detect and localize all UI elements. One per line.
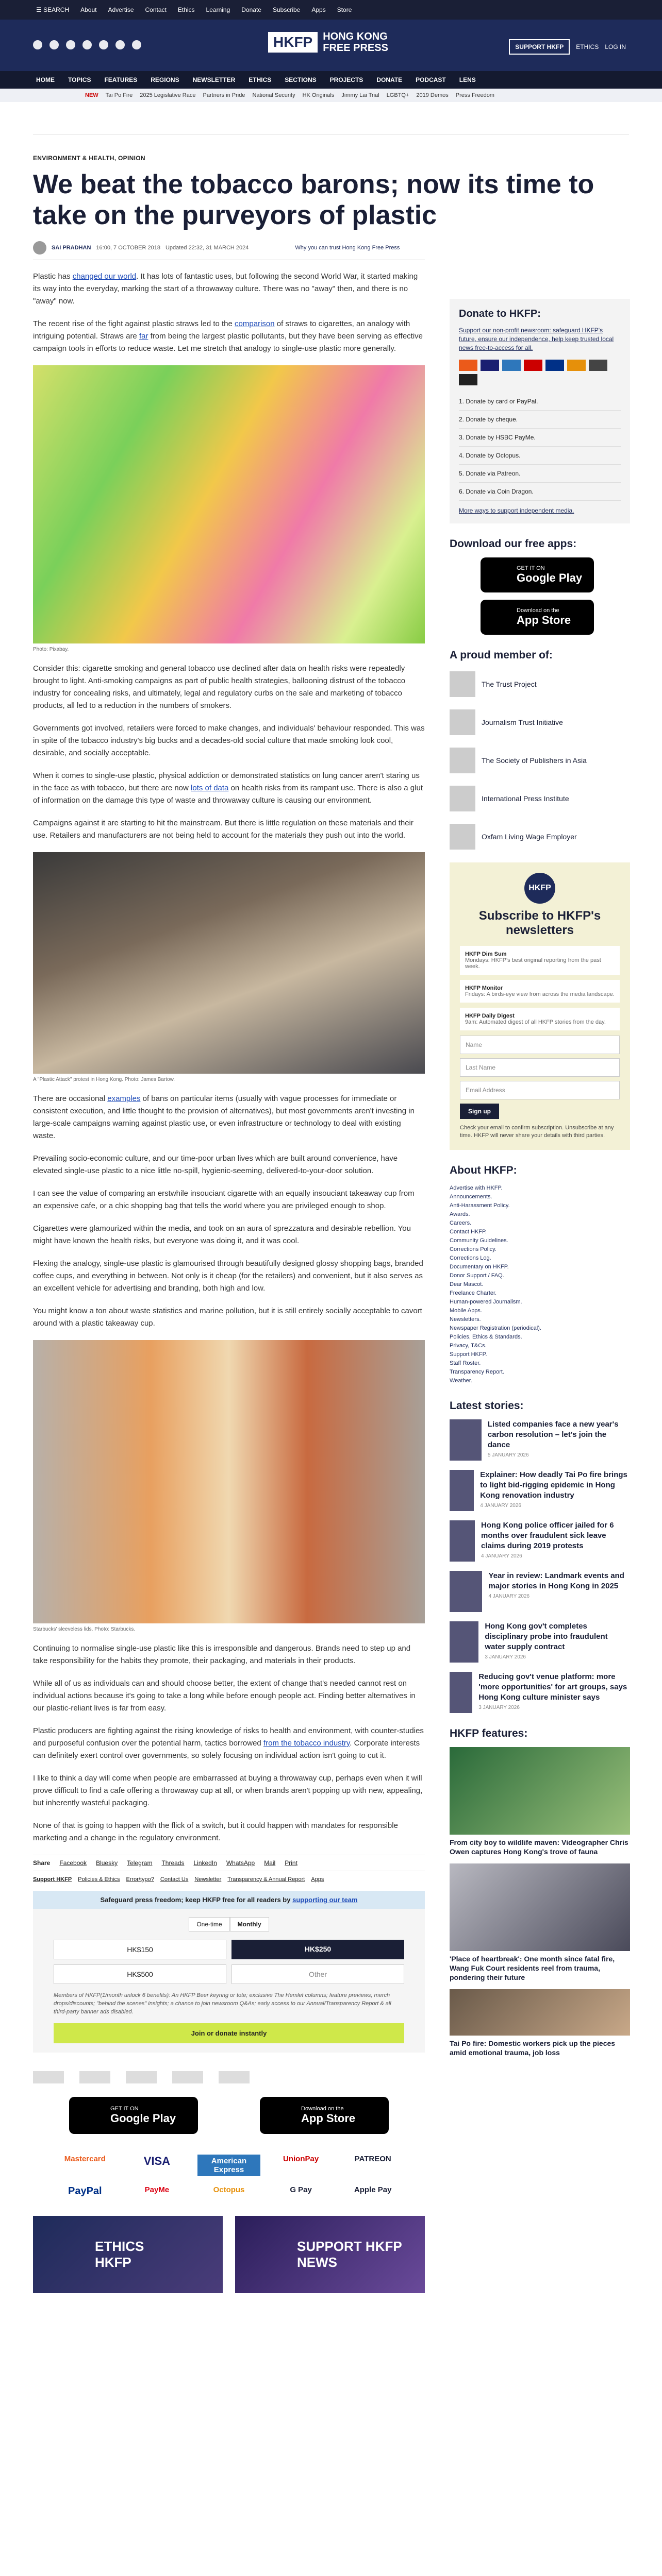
sidebar — [450, 299, 630, 2057]
about-link[interactable]: Transparency Report. — [450, 1369, 504, 1375]
text: of bans on particular items (usually with vague processes for immediate or consistent execution, and little thought to the provision of alternatives), but most governments aren't investing in large-scale campaigns warning against plastic use, or even infrastructure or technology to deal with existing waste. — [33, 1094, 415, 1140]
story-title: Explainer: How deadly Tai Po fire brings to light bid-rigging epidemic in Hong Kong renovation industry — [480, 1470, 627, 1500]
card-icon — [567, 360, 586, 371]
donate-more-link[interactable]: More ways to support independent media. — [459, 507, 574, 514]
banner-line: NEWS — [297, 2255, 337, 2270]
story-date: 4 JANUARY 2026 — [488, 1594, 530, 1599]
paragraph: I like to think a day will come when people are embarrassed at buying a throwaway cup, perhaps even when it will prove difficult to find a cafe offering a throwaway cup at all, or when brands aren't popping up with new, appealing, but inherently wasteful packaging. — [33, 1774, 423, 1807]
story-date: 5 JANUARY 2026 — [487, 1452, 529, 1458]
member-item[interactable] — [450, 821, 630, 852]
inline-link[interactable]: comparison — [235, 319, 275, 328]
option-name: HKFP Dim Sum — [465, 951, 507, 957]
nav-lens[interactable]: LENS — [459, 76, 476, 83]
paragraph: Cigarettes were glamourized within the media, and took on an aura of sprezzatura and desirable rebellion. You might have known the health risks, but everyone was doing it, and it was cool. — [33, 1224, 411, 1245]
card-icon — [459, 374, 477, 385]
top-link-subscribe[interactable]: Subscribe — [272, 6, 301, 13]
about-link[interactable]: Donor Support / FAQ. — [450, 1273, 504, 1279]
protest-photo — [33, 852, 425, 1074]
feature-image — [450, 1863, 630, 1951]
badge-big: App Store — [301, 2112, 356, 2125]
feature-story[interactable] — [450, 1863, 630, 1982]
text: on health risks from its rampant use. There is also a glut of information on the damage this type of waste and throwaway culture is causing our environment. — [33, 784, 423, 805]
logo-line-2: FREE PRESS — [323, 42, 388, 54]
banner-line: HKFP — [95, 2255, 131, 2270]
about-link[interactable]: Mobile Apps. — [450, 1308, 482, 1314]
footer-link[interactable]: Policies & Ethics — [78, 1876, 120, 1883]
about-link[interactable]: Policies, Ethics & Standards. — [450, 1334, 522, 1340]
donate-banner-link[interactable]: supporting our team — [292, 1896, 358, 1904]
mastercard-logo: Mastercard — [64, 2155, 106, 2163]
jti-icon — [450, 709, 475, 735]
feature-story[interactable] — [450, 1747, 630, 1856]
features-title: HKFP features: — [450, 1727, 528, 1739]
header-actions — [509, 39, 626, 55]
share-mail[interactable]: Mail — [264, 1859, 276, 1867]
about-list — [450, 1184, 630, 1385]
badge-small: Download on the — [301, 2106, 344, 2112]
member-name: The Society of Publishers in Asia — [482, 756, 587, 765]
search-button[interactable]: ☰ SEARCH — [36, 6, 70, 13]
nav-features[interactable]: FEATURES — [104, 76, 138, 83]
card-icon — [481, 360, 499, 371]
share-label: Share — [33, 1859, 51, 1867]
text: from being the largest plastic pollutants, but they have been serving as effective campaign tools in efforts to reduce waste. Let me stretch that analogy to single-use plastic more generally. — [33, 332, 423, 353]
latest-story[interactable] — [450, 1621, 630, 1663]
paragraph — [33, 270, 425, 308]
share-bluesky[interactable]: Bluesky — [96, 1859, 118, 1867]
footer-link[interactable]: Contact Us — [160, 1876, 189, 1883]
card-icon — [524, 360, 542, 371]
member-name: Oxfam Living Wage Employer — [482, 833, 577, 841]
inline-link[interactable]: examples — [107, 1094, 141, 1103]
newsletter-box — [450, 862, 630, 1150]
trending-item[interactable]: HK Originals — [302, 92, 335, 98]
paragraph: Continuing to normalise single-use plastic like this is irresponsible and dangerous. Brands need to step up and take responsibility for the habits they promote, their packaging, and materials in their products. — [33, 1644, 411, 1665]
logo-line-1: HONG KONG — [323, 31, 388, 42]
newsletter-option[interactable] — [460, 980, 620, 1003]
paragraph: Prevailing socio-economic culture, and our time-poor urban lives which are built around convenience, have elevated single-use plastic to a nice little no-spill, hygienic-seeming, delivered-to-your-door solution. — [33, 1154, 398, 1175]
top-link-advertise[interactable]: Advertise — [108, 6, 134, 13]
photo-caption: A "Plastic Attack" protest in Hong Kong. Photo: James Bartow. — [33, 1077, 175, 1082]
paypal-logo: PayPal — [68, 2185, 102, 2197]
about-link[interactable]: Careers. — [450, 1220, 472, 1226]
ethics-banner[interactable] — [33, 2216, 223, 2293]
inline-link[interactable]: lots of data — [191, 784, 229, 792]
latest-story[interactable] — [450, 1520, 630, 1562]
story-thumbnail — [450, 1621, 478, 1663]
latest-story[interactable] — [450, 1470, 630, 1511]
footer-link[interactable]: Transparency & Annual Report — [227, 1876, 305, 1883]
banner-line: ETHICS — [95, 2239, 144, 2254]
about-link[interactable]: Corrections Log. — [450, 1255, 491, 1261]
story-thumbnail — [450, 1520, 475, 1562]
ipi-logo — [172, 2071, 203, 2083]
footer-links — [33, 1876, 425, 1883]
hkfp-badge: HKFP — [524, 873, 555, 904]
donate-banner — [33, 1891, 425, 1909]
paragraph: I can see the value of comparing an erstwhile insouciant cigarette with an equally insouciant takeaway cup from an expensive cafe, or a chic shopping bag that tells the world where you are privileged enough to shop. — [33, 1189, 415, 1210]
story-text — [480, 1470, 630, 1511]
badge-small: GET IT ON — [517, 565, 545, 571]
feature-image — [450, 1989, 630, 2036]
donate-panel — [450, 299, 630, 523]
footer-link[interactable]: Support HKFP — [33, 1876, 72, 1883]
card-icon — [502, 360, 521, 371]
text: When it comes to single-use plastic, physical addiction or demonstrated statistics on lung cancer aren't staring us in the face as with tobacco, but there are now — [33, 771, 420, 792]
rss-icon[interactable] — [132, 40, 141, 49]
footer-app-store-button[interactable] — [260, 2097, 389, 2134]
latest-story[interactable] — [450, 1672, 630, 1713]
member-item[interactable] — [450, 669, 630, 700]
bluesky-icon[interactable] — [49, 40, 59, 49]
nav-ethics[interactable]: ETHICS — [249, 76, 272, 83]
feature-image — [450, 1747, 630, 1835]
sopa-icon — [450, 748, 475, 773]
card-icon — [545, 360, 564, 371]
badge-big: Google Play — [517, 571, 583, 584]
trending-label: NEW — [85, 92, 98, 98]
member-item[interactable] — [450, 783, 630, 814]
tab-monthly[interactable]: Monthly — [230, 1917, 269, 1931]
amount-option[interactable]: HK$150 — [54, 1940, 226, 1959]
text: . It has lots of fantastic uses, but following the second World War, it started making its way into the everyday, marking the start of a throwaway culture. There was no "away" then, and there is no "away" now. — [33, 272, 418, 306]
trending-item[interactable]: 2019 Demos — [416, 92, 449, 98]
option-name: HKFP Daily Digest — [465, 1013, 515, 1019]
paragraph — [33, 770, 425, 807]
story-text — [488, 1419, 630, 1461]
logo-text — [323, 31, 388, 54]
banner-line: SUPPORT HKFP — [297, 2239, 402, 2254]
article-category[interactable]: ENVIRONMENT & HEALTH, OPINION — [33, 155, 145, 162]
trending-item[interactable]: Press Freedom — [455, 92, 494, 98]
story-date: 3 JANUARY 2026 — [485, 1654, 526, 1660]
top-menu — [36, 6, 352, 13]
donate-text[interactable]: Support our non-profit newsroom: safeguard HKFP's future, ensure our independence, help keep trusted local news free-to-access for all. — [459, 327, 614, 351]
about-link[interactable]: Advertise with HKFP. — [450, 1185, 503, 1191]
about-link[interactable]: Human-powered Journalism. — [450, 1299, 522, 1305]
text: Safeguard press freedom; keep HKFP free for all readers by — [100, 1896, 293, 1904]
share-bar — [33, 1855, 425, 1871]
share-facebook[interactable]: Facebook — [59, 1859, 87, 1867]
trending-bar — [0, 89, 662, 102]
threads-icon[interactable] — [82, 40, 92, 49]
about-link[interactable]: Weather. — [450, 1378, 472, 1384]
top-link-learning[interactable]: Learning — [206, 6, 230, 13]
main-nav — [0, 71, 662, 89]
story-thumbnail — [450, 1672, 472, 1713]
footer-link[interactable]: Apps — [311, 1876, 324, 1883]
card-icon — [589, 360, 607, 371]
top-link-store[interactable]: Store — [337, 6, 352, 13]
paragraph: You might know a ton about waste statistics and marine pollution, but it is still entirely socially acceptable to cavort around with a plastic takeaway cup. — [33, 1307, 422, 1328]
author-avatar — [33, 241, 46, 255]
instagram-icon[interactable] — [66, 40, 75, 49]
story-date: 4 JANUARY 2026 — [480, 1503, 521, 1509]
about-link[interactable]: Newsletters. — [450, 1316, 481, 1323]
logo-mark: HKFP — [268, 32, 318, 53]
top-link-donate[interactable]: Donate — [241, 6, 261, 13]
app-store-button[interactable] — [481, 600, 594, 635]
latest-story[interactable] — [450, 1419, 630, 1461]
feature-title: From city boy to wildlife maven: Videographer Chris Owen captures Hong Kong's trove of fauna — [450, 1838, 628, 1856]
badge-small: GET IT ON — [110, 2106, 139, 2112]
google-play-button[interactable] — [481, 557, 594, 592]
about-link[interactable]: Privacy, T&Cs. — [450, 1343, 487, 1349]
amount-other[interactable]: Other — [231, 1964, 404, 1984]
author-name[interactable]: SAI PRADHAN — [52, 245, 91, 251]
donate-widget — [33, 1891, 425, 2053]
latest-title: Latest stories: — [450, 1400, 524, 1412]
top-link-contact[interactable]: Contact — [145, 6, 167, 13]
trending-item[interactable]: National Security — [252, 92, 295, 98]
story-title: Hong Kong police officer jailed for 6 months over fraudulent sick leave claims during 2019 protests — [481, 1521, 614, 1550]
updated-date: Updated 22:32, 31 MARCH 2024 — [165, 245, 249, 251]
story-title: Reducing gov't venue platform: more 'more opportunities' for art groups, says Hong Kong culture minister says — [478, 1672, 627, 1702]
social-icons — [33, 40, 141, 49]
about-link[interactable]: Documentary on HKFP. — [450, 1264, 509, 1270]
about-title: About HKFP: — [450, 1164, 517, 1176]
donate-step[interactable]: 2. Donate by cheque. — [459, 411, 621, 429]
share-telegram[interactable]: Telegram — [127, 1859, 153, 1867]
about-link[interactable]: Support HKFP. — [450, 1351, 487, 1358]
nav-regions[interactable]: REGIONS — [151, 76, 179, 83]
text: . Corporate interests can definitely exert control over governments, so solely focusing on individual action isn't going to cut it. — [33, 1739, 420, 1760]
top-link-apps[interactable]: Apps — [311, 6, 326, 13]
latest-story[interactable] — [450, 1571, 630, 1612]
option-name: HKFP Monitor — [465, 985, 503, 991]
join-button[interactable]: Join or donate instantly — [54, 2023, 404, 2043]
member-name: International Press Institute — [482, 794, 569, 803]
nav-sections[interactable]: SECTIONS — [285, 76, 317, 83]
about-link[interactable]: Awards. — [450, 1211, 470, 1217]
share-threads[interactable]: Threads — [161, 1859, 185, 1867]
donate-step[interactable]: 5. Donate via Patreon. — [459, 465, 621, 483]
byline — [33, 241, 425, 255]
nav-podcast[interactable]: PODCAST — [416, 76, 446, 83]
card-icon — [459, 360, 477, 371]
text: of straws to cigarettes, an analogy with intriguing potential. Straws are — [33, 319, 410, 341]
story-text — [481, 1520, 630, 1562]
support-hkfp-button[interactable]: SUPPORT HKFP — [509, 39, 570, 55]
donate-step[interactable]: 1. Donate by card or PayPal. — [459, 393, 621, 411]
amount-option[interactable]: HK$500 — [54, 1964, 226, 1984]
paragraph — [33, 1093, 425, 1142]
story-text — [488, 1571, 630, 1612]
donate-tabs — [33, 1917, 425, 1931]
card-logos — [459, 360, 621, 385]
feature-title: 'Place of heartbreak': One month since fatal fire, Wang Fuk Court residents reel from trauma, pondering their future — [450, 1955, 615, 1981]
paragraph — [33, 318, 425, 355]
donate-step[interactable]: 3. Donate by HSBC PayMe. — [459, 429, 621, 447]
ad-divider — [33, 134, 629, 147]
payme-logo: PayMe — [144, 2185, 170, 2194]
story-title: Year in review: Landmark events and major stories in Hong Kong in 2025 — [488, 1571, 624, 1590]
search-label: SEARCH — [43, 6, 70, 13]
member-name: Journalism Trust Initiative — [482, 718, 563, 726]
about-link[interactable]: Contact HKFP. — [450, 1229, 487, 1235]
facebook-icon[interactable] — [33, 40, 42, 49]
amount-option[interactable]: HK$250 — [231, 1940, 404, 1959]
starbucks-photo — [33, 1340, 425, 1623]
about-link[interactable]: Announcements. — [450, 1194, 492, 1200]
trust-project-icon — [450, 671, 475, 697]
photo-caption: Starbucks' sleeveless lids. Photo: Starbucks. — [33, 1626, 136, 1632]
donate-title: Donate to HKFP: — [459, 308, 541, 319]
footer-link[interactable]: Error/typo? — [126, 1876, 154, 1883]
ethics-link[interactable]: ETHICS — [576, 43, 599, 50]
top-link-about[interactable]: About — [80, 6, 97, 13]
octopus-logo: Octopus — [213, 2185, 245, 2194]
visa-logo: VISA — [143, 2155, 171, 2167]
email-field[interactable]: Email Address — [460, 1081, 620, 1099]
paragraph: Campaigns against it are starting to hit the mainstream. But there is little regulation on these materials and their use. Retailers and manufacturers are not being held to account for the materials they push out into the world. — [33, 819, 413, 840]
living-wage-icon — [450, 824, 475, 850]
apps-title: Download our free apps: — [450, 538, 577, 550]
option-desc: Fridays: A birds-eye view from across the media landscape. — [465, 991, 615, 997]
story-thumbnail — [450, 1470, 474, 1511]
about-link[interactable]: Staff Roster. — [450, 1360, 481, 1366]
top-bar — [0, 0, 662, 20]
ipi-icon — [450, 786, 475, 811]
inline-link[interactable]: far — [139, 332, 148, 341]
trending-item[interactable]: Partners in Pride — [203, 92, 245, 98]
member-item[interactable] — [450, 745, 630, 776]
about-link[interactable]: Freelance Charter. — [450, 1290, 497, 1296]
footer-badges — [33, 2071, 425, 2083]
support-banner[interactable] — [235, 2216, 425, 2293]
member-title: A proud member of: — [450, 649, 553, 661]
trust-project-logo — [33, 2071, 64, 2083]
footer-link[interactable]: Newsletter — [194, 1876, 222, 1883]
amex-logo: American Express — [197, 2155, 260, 2176]
feature-title: Tai Po fire: Domestic workers pick up the pieces amid emotional trauma, job loss — [450, 2039, 616, 2057]
text: Plastic producers are fighting against the rising knowledge of risks to health and environment, with counter-studies and purposeful confusion over the potential harm, tactics borrowed — [33, 1726, 424, 1748]
inline-link[interactable]: changed our world — [72, 272, 137, 281]
paragraph: Governments got involved, retailers were forced to make changes, and individuals' behaviour responded. This was in spite of the tobacco industry's big bucks and a decades-old social culture that made smoking look cool, desirable, and socially acceptable. — [33, 724, 425, 757]
sopa-logo — [126, 2071, 157, 2083]
badge-big: App Store — [517, 614, 571, 626]
member-item[interactable] — [450, 707, 630, 738]
donate-step[interactable]: 4. Donate by Octopus. — [459, 447, 621, 465]
trending-item[interactable]: LGBTQ+ — [386, 92, 409, 98]
about-link[interactable]: Newspaper Registration (periodical). — [450, 1325, 541, 1331]
youtube-icon[interactable] — [99, 40, 108, 49]
jti-logo — [79, 2071, 110, 2083]
badge-big: Google Play — [110, 2112, 176, 2125]
story-text — [485, 1621, 630, 1663]
feature-story[interactable] — [450, 1989, 630, 2057]
nav-newsletter[interactable]: NEWSLETTER — [192, 76, 236, 83]
footer-apps — [33, 2097, 425, 2134]
nav-home[interactable]: HOME — [36, 76, 55, 83]
applepay-logo: Apple Pay — [354, 2185, 392, 2194]
straws-photo — [33, 365, 425, 643]
patreon-logo: PATREON — [354, 2155, 391, 2163]
share-whatsapp[interactable]: WhatsApp — [226, 1859, 255, 1867]
mail-icon[interactable] — [115, 40, 125, 49]
paragraph: None of that is going to happen with the flick of a switch, but it could happen with mandates for responsible marketing and a change in the regulatory environment. — [33, 1821, 398, 1842]
paragraph: While all of us as individuals can and should choose better, the extent of change that's needed cannot rest on individual actions because it's going to take a long while before enough people act. Finding better alternatives in our plastic-reliant lives is far from easy. — [33, 1679, 416, 1713]
payment-logos — [54, 2155, 404, 2197]
paragraph: Flexing the analogy, single-use plastic is glamourised through beautifully designed glossy shopping bags, branded coffee cups, and everything in between. Not only is it cheap (for the retailers) and convenient, but it also serves as an excellent vehicle for advertising and branding, both high and low. — [33, 1259, 423, 1293]
top-link-ethics[interactable]: Ethics — [177, 6, 195, 13]
login-link[interactable]: LOG IN — [605, 43, 626, 50]
option-desc: 9am: Automated digest of all HKFP stories from the day. — [465, 1019, 606, 1025]
member-name: The Trust Project — [482, 680, 537, 688]
trending-item[interactable]: 2025 Legislative Race — [140, 92, 196, 98]
publish-date: 16:00, 7 OCTOBER 2018 — [96, 245, 160, 251]
paragraph — [33, 1725, 425, 1762]
story-title: Listed companies face a new year's carbon resolution – let's join the dance — [487, 1420, 619, 1449]
about-link[interactable]: Dear Mascot. — [450, 1281, 484, 1287]
about-link[interactable]: Corrections Policy. — [450, 1246, 496, 1252]
nav-projects[interactable]: PROJECTS — [329, 76, 363, 83]
story-thumbnail — [450, 1419, 482, 1461]
donate-step[interactable]: 6. Donate via Coin Dragon. — [459, 483, 621, 501]
trending-item[interactable]: Tai Po Fire — [105, 92, 133, 98]
site-logo[interactable] — [268, 31, 388, 54]
text: The recent rise of the fight against plastic straws led to the — [33, 319, 235, 328]
newsletter-title: Subscribe to HKFP's newsletters — [478, 909, 601, 937]
text: There are occasional — [33, 1094, 108, 1103]
trending-item[interactable]: Jimmy Lai Trial — [341, 92, 379, 98]
trust-link[interactable]: Why you can trust Hong Kong Free Press — [295, 245, 400, 251]
footer-banners — [33, 2216, 425, 2293]
newsletter-option[interactable] — [460, 1008, 620, 1030]
story-thumbnail — [450, 1571, 482, 1612]
story-title: Hong Kong gov't completes disciplinary probe into fraudulent water supply contract — [485, 1622, 608, 1651]
nav-donate[interactable]: DONATE — [376, 76, 403, 83]
newsletter-note: Check your email to confirm subscription. Unsubscribe at any time. HKFP will never share your details with third parties. — [460, 1125, 614, 1139]
share-print[interactable]: Print — [285, 1859, 297, 1867]
name-field[interactable]: Name — [460, 1036, 620, 1054]
text: Plastic has — [33, 272, 73, 281]
story-date: 4 JANUARY 2026 — [481, 1553, 522, 1559]
living-wage-logo — [219, 2071, 250, 2083]
share-linkedin[interactable]: LinkedIn — [193, 1859, 217, 1867]
member-note: Members of HKFP(1/month unlock 6 benefits): An HKFP Beer keyring or tote; exclusive The Hemlet columns; feature previews; merch drops/discounts; "behind the scenes" insights; a chance to join newsroom Q&As; early access to our Annual/Transparency Report & all third-party banner ads disabled. — [54, 1992, 391, 2015]
footer-google-play-button[interactable] — [69, 2097, 198, 2134]
article-title: We beat the tobacco barons; now its time to take on the purveyors of plastic — [33, 170, 594, 230]
badge-small: Download on the — [517, 607, 559, 614]
gpay-logo: G Pay — [290, 2185, 312, 2194]
unionpay-logo: UnionPay — [283, 2155, 319, 2163]
signup-button[interactable]: Sign up — [460, 1104, 499, 1119]
nav-topics[interactable]: TOPICS — [68, 76, 91, 83]
photo-caption: Photo: Pixabay. — [33, 647, 69, 652]
tab-one-time[interactable]: One-time — [189, 1917, 229, 1931]
amount-grid — [33, 1931, 425, 1984]
site-header — [0, 20, 662, 71]
inline-link[interactable]: from the tobacco industry — [263, 1739, 350, 1748]
about-link[interactable]: Community Guidelines. — [450, 1238, 508, 1244]
story-date: 3 JANUARY 2026 — [478, 1705, 520, 1710]
option-desc: Mondays: HKFP's best original reporting from the past week. — [465, 957, 601, 970]
last-name-field[interactable]: Last Name — [460, 1058, 620, 1077]
story-text — [478, 1672, 630, 1713]
newsletter-option[interactable] — [460, 946, 620, 975]
paragraph: Consider this: cigarette smoking and general tobacco use declined after data on health risks were repeatedly brought to light. Anti-smoking campaigns as part of public health strategies, ballooning distrust of the tobacco industry for concealing risks, and ultimately, legal and regulatory curbs on the sale and marketing of tobacco products, all led to a reduction in the numbers of smokers. — [33, 664, 406, 710]
about-link[interactable]: Anti-Harassment Policy. — [450, 1202, 510, 1209]
